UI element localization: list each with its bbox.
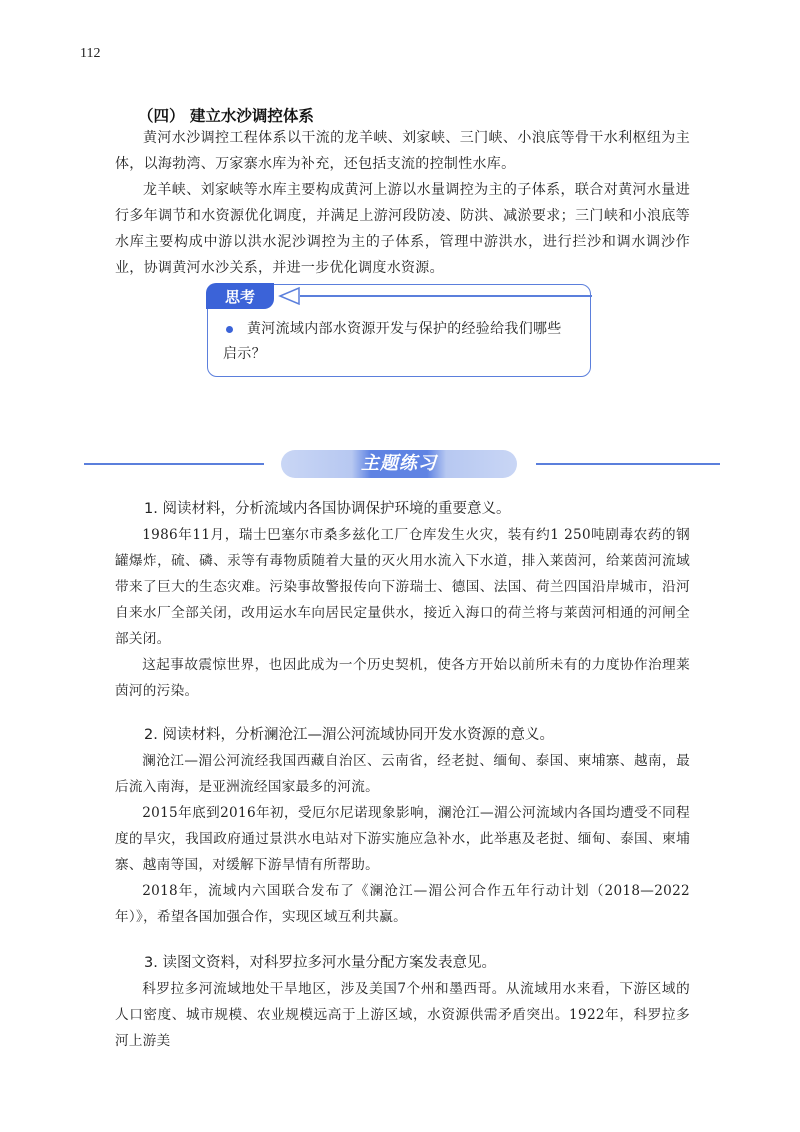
page-number: 112 bbox=[80, 46, 101, 61]
exercise-3 bbox=[115, 950, 690, 1054]
exercise-paragraph: 科罗拉多河流域地处干旱地区，涉及美国7个州和墨西哥。从流域用水来看，下游区域的人口密度、城市规模、农业规模远高于上游区域，水资源供需矛盾突出。1922年，科罗拉多河上游美 bbox=[115, 981, 690, 1049]
think-tag: 思考 bbox=[206, 283, 274, 309]
banner-title: 主题练习 bbox=[361, 453, 437, 474]
section-paragraph-2: 龙羊峡、刘家峡等水库主要构成黄河上游以水量调控为主的子体系，联合对黄河水量进行多年调节和水资源优化调度，并满足上游河段防凌、防洪、减淤要求；三门峡和小浪底等水库主要构成中游以洪水泥沙调控为主的子体系，管理中游洪水，进行拦沙和调水调沙作业，协调黄河水沙关系，并进一步优化调度水资源。 bbox=[115, 182, 690, 276]
section-paragraph-1: 黄河水沙调控工程体系以干流的龙羊峡、刘家峡、三门峡、小浪底等骨干水利枢纽为主体，以海勃湾、万家寨水库为补充，还包括支流的控制性水库。 bbox=[115, 130, 690, 172]
exercise-paragraph: 1986年11月，瑞士巴塞尔市桑多兹化工厂仓库发生火灾，装有约1 250吨剧毒农药的钢罐爆炸，硫、磷、汞等有毒物质随着大量的灭火用水流入下水道，排入莱茵河，给莱茵河流域带来了巨大的生态灾难。污染事故警报传向下游瑞士、德国、法国、荷兰四国沿岸城市，沿河自来水厂全部关闭，改用运水车向居民定量供水，接近入海口的荷兰将与莱茵河相通的河闸全部关闭。 bbox=[115, 527, 690, 647]
think-question: 黄河流域内部水资源开发与保护的经验给我们哪些启示？ bbox=[223, 321, 562, 362]
think-box bbox=[207, 284, 591, 377]
section-heading: （四） 建立水沙调控体系 bbox=[138, 107, 314, 125]
exercise-paragraph: 2015年底到2016年初，受厄尔尼诺现象影响，澜沧江—湄公河流域内各国均遭受不同程度的旱灾，我国政府通过景洪水电站对下游实施应急补水，此举惠及老挝、缅甸、泰国、柬埔寨、越南等国，对缓解下游旱情有所帮助。 bbox=[115, 805, 690, 873]
exercise-paragraph: 澜沧江—湄公河流经我国西藏自治区、云南省，经老挝、缅甸、泰国、柬埔寨、越南，最后流入南海，是亚洲流经国家最多的河流。 bbox=[115, 753, 690, 795]
banner-line-left bbox=[84, 463, 264, 465]
think-header-line bbox=[300, 295, 592, 297]
exercise-2 bbox=[115, 722, 690, 930]
triangle-pointer-icon bbox=[277, 286, 301, 306]
exercises bbox=[115, 496, 690, 1054]
section-body bbox=[115, 125, 690, 281]
exercise-paragraph: 2018年，流域内六国联合发布了《澜沧江—湄公河合作五年行动计划（2018—2022年）》，希望各国加强合作，实现区域互利共赢。 bbox=[115, 883, 690, 925]
exercise-1 bbox=[115, 496, 690, 704]
exercise-paragraph: 这起事故震惊世界，也因此成为一个历史契机，使各方开始以前所未有的力度协作治理莱茵河的污染。 bbox=[115, 657, 690, 699]
banner-line-right bbox=[536, 463, 720, 465]
exercise-title: 3. 读图文资料，对科罗拉多河水量分配方案发表意见。 bbox=[144, 955, 496, 971]
banner-pill bbox=[281, 450, 517, 478]
exercise-title: 1. 阅读材料，分析流域内各国协调保护环境的重要意义。 bbox=[144, 501, 511, 517]
exercise-title: 2. 阅读材料，分析澜沧江—湄公河流域协同开发水资源的意义。 bbox=[144, 727, 554, 743]
theme-banner bbox=[84, 450, 720, 478]
